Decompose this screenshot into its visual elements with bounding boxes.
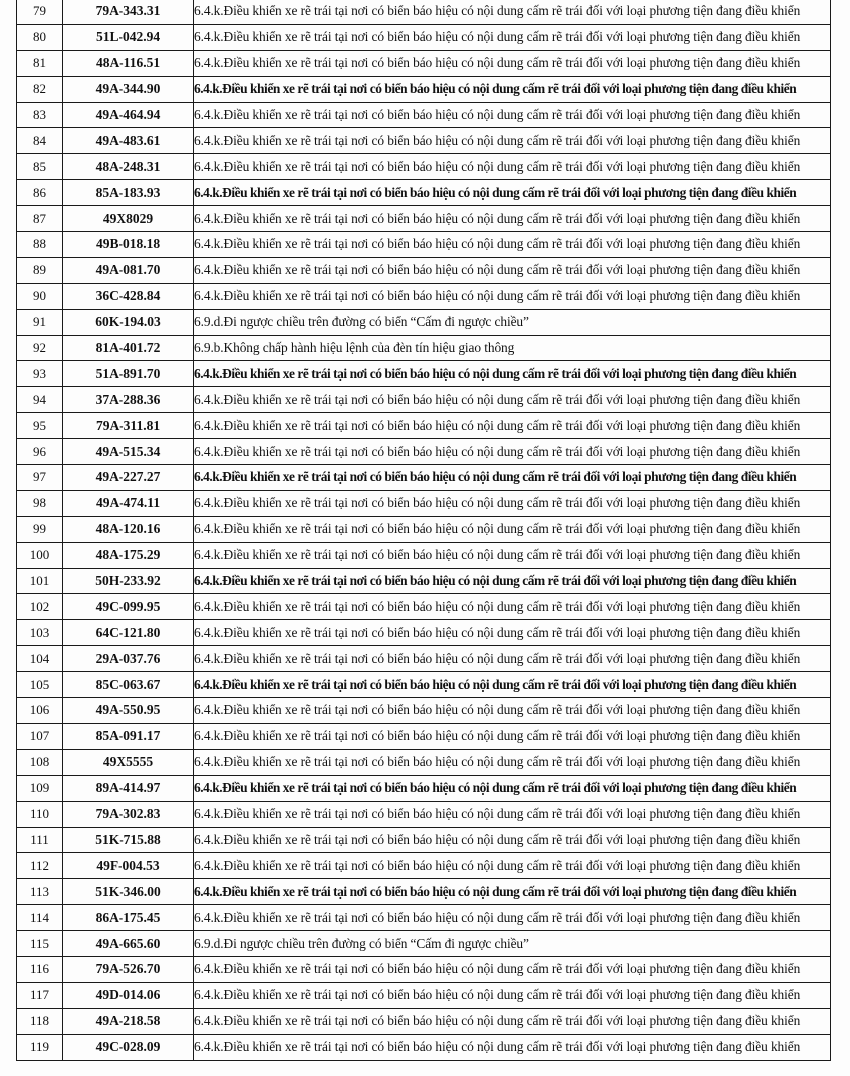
table-row [17,516,831,542]
license-plate: 49D-014.06 [63,982,194,1008]
violation-description: 6.4.k.Điều khiển xe rẽ trái tại nơi có biển báo hiệu có nội dung cấm rẽ trái đối với loại phương tiện đang điều khiển [194,516,831,542]
violation-description: 6.4.k.Điều khiển xe rẽ trái tại nơi có biển báo hiệu có nội dung cấm rẽ trái đối với loại phương tiện đang điều khiển [194,568,831,594]
table-row [17,361,831,387]
violation-description: 6.4.k.Điều khiển xe rẽ trái tại nơi có biển báo hiệu có nội dung cấm rẽ trái đối với loại phương tiện đang điều khiển [194,439,831,465]
table-row [17,723,831,749]
row-number: 93 [17,361,63,387]
row-number: 105 [17,672,63,698]
table-row [17,879,831,905]
violation-description: 6.4.k.Điều khiển xe rẽ trái tại nơi có biển báo hiệu có nội dung cấm rẽ trái đối với loại phương tiện đang điều khiển [194,723,831,749]
table-row [17,309,831,335]
license-plate: 29A-037.76 [63,646,194,672]
license-plate: 85A-183.93 [63,180,194,206]
row-number: 87 [17,206,63,232]
license-plate: 49C-028.09 [63,1034,194,1060]
table-row [17,542,831,568]
table-row [17,775,831,801]
table-row [17,568,831,594]
table-row [17,102,831,128]
license-plate: 79A-343.31 [63,0,194,24]
table-row [17,905,831,931]
license-plate: 48A-120.16 [63,516,194,542]
row-number: 111 [17,827,63,853]
license-plate: 49A-550.95 [63,698,194,724]
license-plate: 79A-311.81 [63,413,194,439]
license-plate: 49A-515.34 [63,439,194,465]
table-row [17,749,831,775]
row-number: 109 [17,775,63,801]
row-number: 79 [17,0,63,24]
violation-description: 6.4.k.Điều khiển xe rẽ trái tại nơi có biển báo hiệu có nội dung cấm rẽ trái đối với loại phương tiện đang điều khiển [194,905,831,931]
row-number: 89 [17,257,63,283]
row-number: 108 [17,749,63,775]
table-row [17,620,831,646]
violation-description: 6.4.k.Điều khiển xe rẽ trái tại nơi có biển báo hiệu có nội dung cấm rẽ trái đối với loại phương tiện đang điều khiển [194,361,831,387]
row-number: 103 [17,620,63,646]
table-row [17,439,831,465]
row-number: 92 [17,335,63,361]
table-row [17,335,831,361]
row-number: 84 [17,128,63,154]
table-row [17,594,831,620]
row-number: 110 [17,801,63,827]
license-plate: 51A-891.70 [63,361,194,387]
license-plate: 49A-081.70 [63,257,194,283]
row-number: 101 [17,568,63,594]
table-row [17,76,831,102]
table-row [17,672,831,698]
violation-description: 6.4.k.Điều khiển xe rẽ trái tại nơi có biển báo hiệu có nội dung cấm rẽ trái đối với loại phương tiện đang điều khiển [194,154,831,180]
license-plate: 51K-715.88 [63,827,194,853]
row-number: 86 [17,180,63,206]
row-number: 98 [17,490,63,516]
license-plate: 60K-194.03 [63,309,194,335]
row-number: 100 [17,542,63,568]
row-number: 83 [17,102,63,128]
license-plate: 48A-116.51 [63,50,194,76]
license-plate: 49A-483.61 [63,128,194,154]
row-number: 80 [17,24,63,50]
table-row [17,1034,831,1060]
table-row [17,827,831,853]
row-number: 90 [17,283,63,309]
license-plate: 48A-248.31 [63,154,194,180]
violation-description: 6.4.k.Điều khiển xe rẽ trái tại nơi có biển báo hiệu có nội dung cấm rẽ trái đối với loại phương tiện đang điều khiển [194,646,831,672]
table-row [17,154,831,180]
violation-description: 6.9.d.Đi ngược chiều trên đường có biển “Cấm đi ngược chiều” [194,931,831,957]
table-row [17,956,831,982]
violation-description: 6.4.k.Điều khiển xe rẽ trái tại nơi có biển báo hiệu có nội dung cấm rẽ trái đối với loại phương tiện đang điều khiển [194,542,831,568]
violation-description: 6.4.k.Điều khiển xe rẽ trái tại nơi có biển báo hiệu có nội dung cấm rẽ trái đối với loại phương tiện đang điều khiển [194,413,831,439]
table-row [17,853,831,879]
license-plate: 51K-346.00 [63,879,194,905]
license-plate: 49F-004.53 [63,853,194,879]
violation-description: 6.4.k.Điều khiển xe rẽ trái tại nơi có biển báo hiệu có nội dung cấm rẽ trái đối với loại phương tiện đang điều khiển [194,672,831,698]
table-row [17,982,831,1008]
row-number: 107 [17,723,63,749]
license-plate: 86A-175.45 [63,905,194,931]
table-row [17,801,831,827]
row-number: 112 [17,853,63,879]
table-row [17,698,831,724]
row-number: 113 [17,879,63,905]
row-number: 96 [17,439,63,465]
table-row [17,206,831,232]
row-number: 116 [17,956,63,982]
license-plate: 51L-042.94 [63,24,194,50]
license-plate: 49B-018.18 [63,232,194,258]
license-plate: 48A-175.29 [63,542,194,568]
row-number: 102 [17,594,63,620]
violation-description: 6.4.k.Điều khiển xe rẽ trái tại nơi có biển báo hiệu có nội dung cấm rẽ trái đối với loại phương tiện đang điều khiển [194,206,831,232]
violation-description: 6.4.k.Điều khiển xe rẽ trái tại nơi có biển báo hiệu có nội dung cấm rẽ trái đối với loại phương tiện đang điều khiển [194,1008,831,1034]
license-plate: 50H-233.92 [63,568,194,594]
violation-description: 6.4.k.Điều khiển xe rẽ trái tại nơi có biển báo hiệu có nội dung cấm rẽ trái đối với loại phương tiện đang điều khiển [194,827,831,853]
table-row [17,387,831,413]
row-number: 118 [17,1008,63,1034]
license-plate: 49A-665.60 [63,931,194,957]
license-plate: 49A-464.94 [63,102,194,128]
license-plate: 64C-121.80 [63,620,194,646]
violations-table-body [17,0,831,1060]
table-row [17,50,831,76]
violation-description: 6.4.k.Điều khiển xe rẽ trái tại nơi có biển báo hiệu có nội dung cấm rẽ trái đối với loại phương tiện đang điều khiển [194,128,831,154]
row-number: 104 [17,646,63,672]
violation-description: 6.4.k.Điều khiển xe rẽ trái tại nơi có biển báo hiệu có nội dung cấm rẽ trái đối với loại phương tiện đang điều khiển [194,775,831,801]
table-row [17,180,831,206]
violation-description: 6.4.k.Điều khiển xe rẽ trái tại nơi có biển báo hiệu có nội dung cấm rẽ trái đối với loại phương tiện đang điều khiển [194,956,831,982]
row-number: 95 [17,413,63,439]
violation-description: 6.9.d.Đi ngược chiều trên đường có biển “Cấm đi ngược chiều” [194,309,831,335]
violation-description: 6.4.k.Điều khiển xe rẽ trái tại nơi có biển báo hiệu có nội dung cấm rẽ trái đối với loại phương tiện đang điều khiển [194,465,831,491]
violation-description: 6.4.k.Điều khiển xe rẽ trái tại nơi có biển báo hiệu có nội dung cấm rẽ trái đối với loại phương tiện đang điều khiển [194,801,831,827]
row-number: 91 [17,309,63,335]
table-row [17,257,831,283]
violation-description: 6.4.k.Điều khiển xe rẽ trái tại nơi có biển báo hiệu có nội dung cấm rẽ trái đối với loại phương tiện đang điều khiển [194,749,831,775]
violation-description: 6.4.k.Điều khiển xe rẽ trái tại nơi có biển báo hiệu có nội dung cấm rẽ trái đối với loại phương tiện đang điều khiển [194,853,831,879]
violation-description: 6.4.k.Điều khiển xe rẽ trái tại nơi có biển báo hiệu có nội dung cấm rẽ trái đối với loại phương tiện đang điều khiển [194,982,831,1008]
violation-description: 6.4.k.Điều khiển xe rẽ trái tại nơi có biển báo hiệu có nội dung cấm rẽ trái đối với loại phương tiện đang điều khiển [194,76,831,102]
violation-description: 6.4.k.Điều khiển xe rẽ trái tại nơi có biển báo hiệu có nội dung cấm rẽ trái đối với loại phương tiện đang điều khiển [194,180,831,206]
license-plate: 49A-218.58 [63,1008,194,1034]
row-number: 82 [17,76,63,102]
violation-description: 6.4.k.Điều khiển xe rẽ trái tại nơi có biển báo hiệu có nội dung cấm rẽ trái đối với loại phương tiện đang điều khiển [194,50,831,76]
table-row [17,232,831,258]
license-plate: 85C-063.67 [63,672,194,698]
license-plate: 89A-414.97 [63,775,194,801]
row-number: 117 [17,982,63,1008]
violation-description: 6.4.k.Điều khiển xe rẽ trái tại nơi có biển báo hiệu có nội dung cấm rẽ trái đối với loại phương tiện đang điều khiển [194,490,831,516]
license-plate: 49A-474.11 [63,490,194,516]
table-row [17,128,831,154]
violation-description: 6.4.k.Điều khiển xe rẽ trái tại nơi có biển báo hiệu có nội dung cấm rẽ trái đối với loại phương tiện đang điều khiển [194,257,831,283]
license-plate: 49A-227.27 [63,465,194,491]
table-row [17,465,831,491]
table-row [17,24,831,50]
license-plate: 49A-344.90 [63,76,194,102]
row-number: 119 [17,1034,63,1060]
row-number: 106 [17,698,63,724]
row-number: 115 [17,931,63,957]
table-row [17,1008,831,1034]
row-number: 94 [17,387,63,413]
violation-description: 6.4.k.Điều khiển xe rẽ trái tại nơi có biển báo hiệu có nội dung cấm rẽ trái đối với loại phương tiện đang điều khiển [194,879,831,905]
row-number: 88 [17,232,63,258]
violation-description: 6.4.k.Điều khiển xe rẽ trái tại nơi có biển báo hiệu có nội dung cấm rẽ trái đối với loại phương tiện đang điều khiển [194,102,831,128]
violation-description: 6.4.k.Điều khiển xe rẽ trái tại nơi có biển báo hiệu có nội dung cấm rẽ trái đối với loại phương tiện đang điều khiển [194,1034,831,1060]
license-plate: 79A-526.70 [63,956,194,982]
table-row [17,490,831,516]
license-plate: 85A-091.17 [63,723,194,749]
violations-table [16,0,831,1061]
license-plate: 37A-288.36 [63,387,194,413]
violation-description: 6.4.k.Điều khiển xe rẽ trái tại nơi có biển báo hiệu có nội dung cấm rẽ trái đối với loại phương tiện đang điều khiển [194,698,831,724]
row-number: 85 [17,154,63,180]
violation-description: 6.4.k.Điều khiển xe rẽ trái tại nơi có biển báo hiệu có nội dung cấm rẽ trái đối với loại phương tiện đang điều khiển [194,24,831,50]
violation-description: 6.4.k.Điều khiển xe rẽ trái tại nơi có biển báo hiệu có nội dung cấm rẽ trái đối với loại phương tiện đang điều khiển [194,387,831,413]
violation-description: 6.4.k.Điều khiển xe rẽ trái tại nơi có biển báo hiệu có nội dung cấm rẽ trái đối với loại phương tiện đang điều khiển [194,232,831,258]
license-plate: 79A-302.83 [63,801,194,827]
license-plate: 36C-428.84 [63,283,194,309]
table-row [17,931,831,957]
license-plate: 81A-401.72 [63,335,194,361]
table-row [17,413,831,439]
violation-description: 6.4.k.Điều khiển xe rẽ trái tại nơi có biển báo hiệu có nội dung cấm rẽ trái đối với loại phương tiện đang điều khiển [194,620,831,646]
table-row [17,283,831,309]
license-plate: 49C-099.95 [63,594,194,620]
row-number: 97 [17,465,63,491]
table-row [17,0,831,24]
table-row [17,646,831,672]
violation-description: 6.4.k.Điều khiển xe rẽ trái tại nơi có biển báo hiệu có nội dung cấm rẽ trái đối với loại phương tiện đang điều khiển [194,283,831,309]
row-number: 99 [17,516,63,542]
license-plate: 49X5555 [63,749,194,775]
violation-description: 6.9.b.Không chấp hành hiệu lệnh của đèn tín hiệu giao thông [194,335,831,361]
row-number: 81 [17,50,63,76]
row-number: 114 [17,905,63,931]
license-plate: 49X8029 [63,206,194,232]
violation-description: 6.4.k.Điều khiển xe rẽ trái tại nơi có biển báo hiệu có nội dung cấm rẽ trái đối với loại phương tiện đang điều khiển [194,0,831,24]
violation-description: 6.4.k.Điều khiển xe rẽ trái tại nơi có biển báo hiệu có nội dung cấm rẽ trái đối với loại phương tiện đang điều khiển [194,594,831,620]
